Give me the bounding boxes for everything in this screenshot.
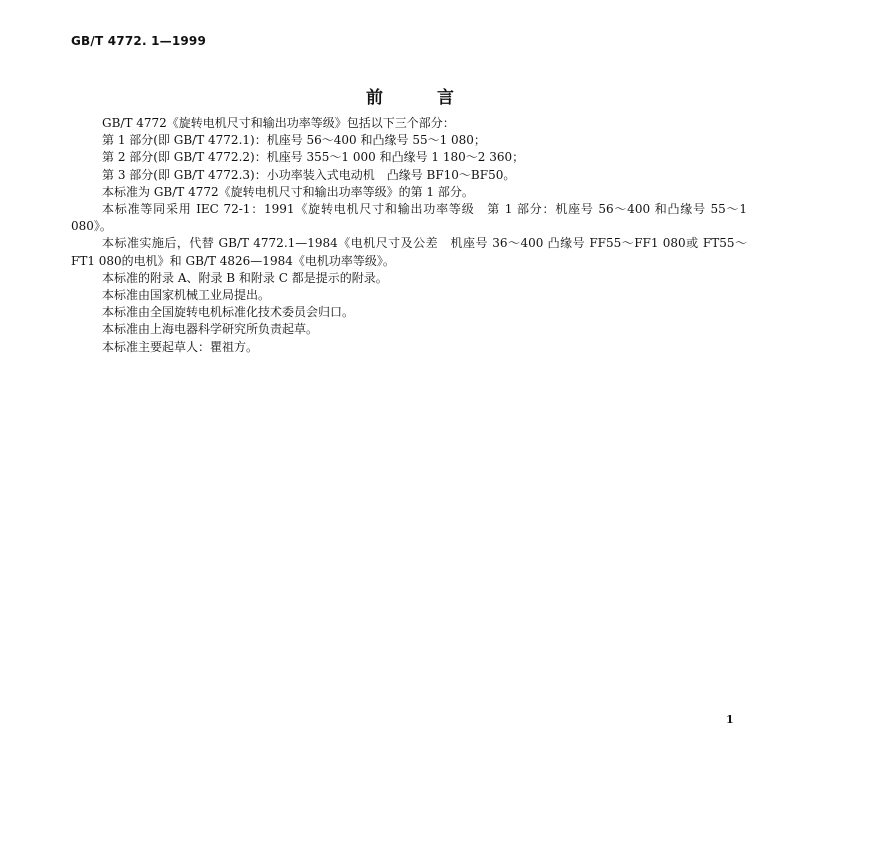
paragraph-part-1: 第 1 部分(即 GB/T 4772.1)：机座号 56～400 和凸缘号 55～1 080； [102, 133, 486, 148]
standard-code-header: GB/T 4772. 1—1999 [71, 34, 207, 48]
paragraph-drafters: 本标准主要起草人：瞿祖方。 [102, 339, 259, 354]
paragraph-part-2: 第 2 部分(即 GB/T 4772.2)：机座号 355～1 000 和凸缘号 1 180～2 360； [102, 150, 525, 165]
paragraph-part-3: 第 3 部分(即 GB/T 4772.3)：小功率装入式电动机 凸缘号 BF10～BF50。 [102, 167, 516, 182]
page-number: 1 [726, 713, 734, 726]
paragraph-drafted-by: 本标准由上海电器科学研究所负责起草。 [102, 322, 319, 337]
paragraph-appendices: 本标准的附录 A、附录 B 和附录 C 都是提示的附录。 [102, 270, 388, 285]
paragraph-adoption: 本标准等同采用 IEC 72-1：1991《旋转电机尺寸和输出功率等级 第 1 部分：机座号 56～400 和凸缘号 55～1 080》。 [71, 202, 747, 234]
paragraph-scope: 本标准为 GB/T 4772《旋转电机尺寸和输出功率等级》的第 1 部分。 [102, 184, 474, 199]
paragraph-managed-by: 本标准由全国旋转电机标准化技术委员会归口。 [102, 305, 355, 320]
page-title: 前言 [366, 88, 508, 108]
paragraph-replaces: 本标准实施后，代替 GB/T 4772.1—1984《电机尺寸及公差 机座号 36～400 凸缘号 FF55～FF1 080或 FT55～FT1 080的电机》和 GB/T 4826—1984《电机功率等级》。 [71, 236, 747, 268]
paragraph-proposed-by: 本标准由国家机械工业局提出。 [102, 288, 271, 303]
paragraph-intro: GB/T 4772《旋转电机尺寸和输出功率等级》包括以下三个部分： [102, 116, 455, 130]
foreword-body [71, 115, 747, 356]
